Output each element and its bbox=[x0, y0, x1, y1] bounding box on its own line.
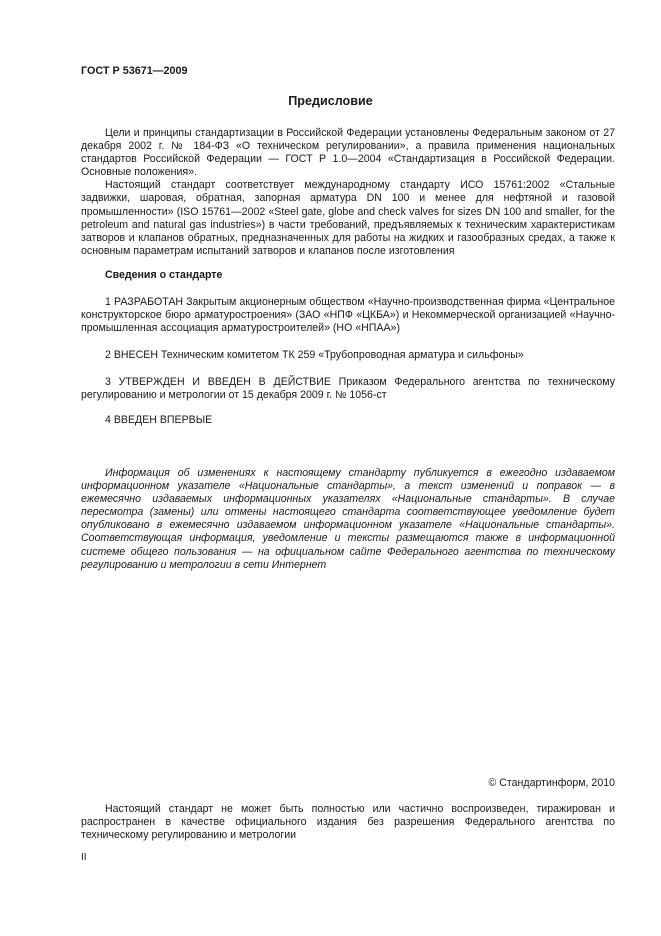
info-item-2: 2 ВНЕСЕН Техническим комитетом ТК 259 «Трубопроводная арматура и сильфоны» bbox=[105, 349, 524, 361]
info-item-4: 4 ВВЕДЕН ВПЕРВЫЕ bbox=[105, 414, 213, 426]
notice-paragraph: Информация об изменениях к настоящему стандарту публикуется в ежегодно издаваемом информационном указателе «Национальные стандарты», а текст изменений и поправок — в ежемесячно издаваемых информационных указателях «Национальные стандарты». В случае пересмотра (замены) или отмены настоящего стандарта соответствующее уведомление будет опубликовано в ежемесячно издаваемом информационном указателе «Национальные стандарты». Соответствующая информация, уведомление и тексты размещаются также в информационной системе общего пользования — на официальном сайте Федерального агентства по техническому регулированию и метрологии в сети Интернет bbox=[81, 467, 615, 571]
page-number: II bbox=[81, 852, 87, 863]
document-code: ГОСТ Р 53671—2009 bbox=[81, 65, 188, 77]
intro-paragraph-1: Цели и принципы стандартизации в Российской Федерации установлены Федеральным законом от 27 декабря 2002 г. № 184-ФЗ «О техническом регулировании», а правила применения национальных стандартов Российской Федерации — ГОСТ Р 1.0—2004 «Стандартизация в Российской Федерации. Основные положения». bbox=[81, 127, 615, 179]
info-heading: Сведения о стандарте bbox=[105, 269, 223, 281]
info-item-1: 1 РАЗРАБОТАН Закрытым акционерным обществом «Научно-производственная фирма «Центральное конструкторское бюро арматуростроения» (ЗАО «НПФ «ЦКБА») и Некоммерческой организацией «Научно-промышленная ассоциация арматуростроителей» (НО «НПАА») bbox=[81, 296, 615, 335]
copyright: © Стандартинформ, 2010 bbox=[488, 777, 615, 789]
restriction-paragraph: Настоящий стандарт не может быть полностью или частично воспроизведен, тиражирован и распространен в качестве официального издания без разрешения Федерального агентства по техническому регулированию и метрологии bbox=[81, 803, 615, 842]
page-title: Предисловие bbox=[288, 94, 373, 108]
intro-paragraph-2: Настоящий стандарт соответствует международному стандарту ИСО 15761:2002 «Стальные задвижки, шаровая, обратная, запорная арматура DN 100 и менее для нефтяной и газовой промышленности» (ISO 15761—2002 «Steel gate, globe and check valves for sizes DN 100 and smaller, for the petroleum and natural gas industries») в части требований, предъявляемых к техническим характеристикам затворов и клапанов обратных, предназначенных для работы на жидких и газообразных средах, а также к основным параметрам испытаний затворов и клапанов после изготовления bbox=[81, 179, 615, 257]
info-item-3: 3 УТВЕРЖДЕН И ВВЕДЕН В ДЕЙСТВИЕ Приказом Федерального агентства по техническому регулированию и метрологии от 15 декабря 2009 г. № 1056-ст bbox=[81, 376, 615, 402]
intro-section bbox=[81, 127, 615, 258]
